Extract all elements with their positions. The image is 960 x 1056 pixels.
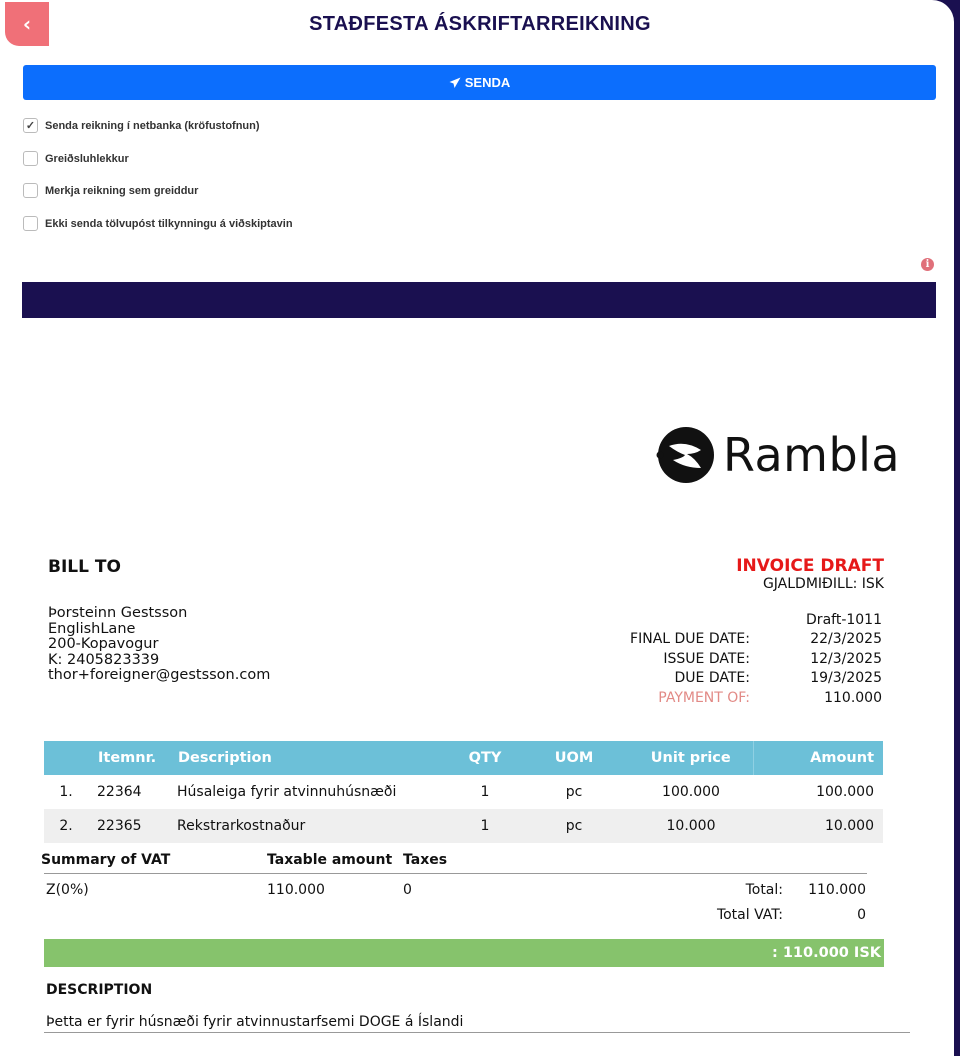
paper-plane-icon: [449, 77, 461, 89]
customer-kt: K: 2405823339: [48, 651, 160, 668]
currency-line: GJALDMIÐILL: ISK: [762, 576, 884, 592]
col-unit-price: Unit price: [629, 741, 753, 775]
row-uom: pc: [519, 809, 629, 843]
total-label: Total:: [745, 882, 783, 898]
option-label: Greiðsluhlekkur: [45, 152, 129, 165]
col-uom: UOM: [519, 741, 629, 775]
customer-street: EnglishLane: [48, 620, 136, 637]
info-icon[interactable]: i: [921, 258, 934, 271]
col-qty: QTY: [451, 741, 519, 775]
row-itemnr: 22364: [97, 784, 142, 800]
row-amount: 100.000: [816, 784, 874, 800]
customer-email: thor+foreigner@gestsson.com: [48, 667, 271, 683]
payment-value: 110.000: [824, 689, 882, 706]
table-row: [44, 775, 883, 809]
chevron-left-icon: ‹: [22, 12, 32, 36]
row-itemnr: 22365: [88, 809, 176, 843]
option-label: Senda reikning í netbanka (kröfustofnun): [45, 119, 260, 132]
table-header-row: [44, 741, 883, 775]
col-description: Description: [176, 741, 451, 775]
option-mark-paid[interactable]: [23, 183, 198, 198]
bill-to-heading: BILL TO: [48, 557, 121, 577]
grand-total-bar: [44, 939, 884, 967]
vat-taxable: 110.000: [267, 882, 325, 898]
row-qty: 1: [480, 784, 490, 800]
company-logo: [655, 424, 900, 486]
checkbox-mark-paid[interactable]: [23, 183, 38, 198]
total-value: 110.000: [808, 882, 866, 898]
rambla-logo-icon: [655, 424, 717, 486]
final-due-label: FINAL DUE DATE:: [630, 631, 750, 648]
due-date-value: 19/3/2025: [810, 670, 882, 687]
customer-name: Þorsteinn Gestsson: [48, 605, 188, 621]
invoice-meta: [560, 610, 882, 708]
description-text: Þetta er fyrir húsnæði fyrir atvinnustarfsemi DOGE á Íslandi: [46, 1014, 464, 1030]
vat-taxes: 0: [403, 882, 412, 898]
row-unit-price: 10.000: [629, 809, 753, 843]
send-button[interactable]: [23, 65, 936, 100]
description-heading: DESCRIPTION: [46, 982, 153, 998]
checkbox-payment-link[interactable]: [23, 151, 38, 166]
checkbox-no-email[interactable]: [23, 216, 38, 231]
issue-date-label: ISSUE DATE:: [663, 650, 750, 667]
vat-taxable-heading: Taxable amount: [267, 852, 393, 868]
due-date-label: DUE DATE:: [674, 670, 750, 687]
invoice-items-table: [44, 741, 883, 843]
vat-code: Z(0%): [46, 882, 89, 898]
col-index: [44, 741, 88, 775]
row-amount: 10.000: [753, 809, 883, 843]
row-index: 2.: [44, 809, 88, 843]
vat-summary-heading: Summary of VAT: [41, 852, 171, 868]
logo-text: Rambla: [723, 428, 901, 482]
col-amount: Amount: [753, 741, 883, 775]
option-label: Merkja reikning sem greiddur: [45, 184, 199, 197]
invoice-status: INVOICE DRAFT: [736, 556, 884, 576]
page-title: STAÐFESTA ÁSKRIFTARREIKNING: [309, 13, 651, 35]
grand-total: : 110.000 ISK: [771, 945, 881, 961]
row-unit-price: 100.000: [662, 784, 720, 800]
checkbox-send-to-bank[interactable]: ✓: [23, 118, 38, 133]
row-uom: pc: [565, 784, 583, 800]
invoice-number: Draft-1011: [806, 611, 882, 628]
option-payment-link[interactable]: [23, 151, 129, 166]
table-row: [44, 809, 883, 843]
row-index: 1.: [59, 784, 73, 800]
send-button-label: SENDA: [464, 75, 511, 90]
option-no-email[interactable]: [23, 216, 293, 231]
issue-date-value: 12/3/2025: [810, 650, 882, 667]
invoice-header-banner: [22, 282, 936, 318]
payment-label: PAYMENT OF:: [658, 689, 750, 706]
option-send-to-bank[interactable]: [23, 118, 260, 133]
total-vat-label: Total VAT:: [716, 907, 783, 923]
final-due-value: 22/3/2025: [810, 631, 882, 648]
row-qty: 1: [451, 809, 519, 843]
total-vat-value: 0: [857, 907, 866, 923]
description-divider: [44, 1032, 910, 1033]
row-description: Rekstrarkostnaður: [176, 809, 451, 843]
option-label: Ekki senda tölvupóst tilkynningu á viðskiptavin: [45, 217, 293, 230]
row-description: Húsaleiga fyrir atvinnuhúsnæði: [177, 784, 397, 800]
col-itemnr: Itemnr.: [88, 741, 176, 775]
customer-city: 200-Kopavogur: [48, 636, 159, 652]
vat-taxes-heading: Taxes: [403, 852, 448, 868]
vat-divider: [44, 873, 867, 874]
customer-address: [48, 606, 270, 684]
